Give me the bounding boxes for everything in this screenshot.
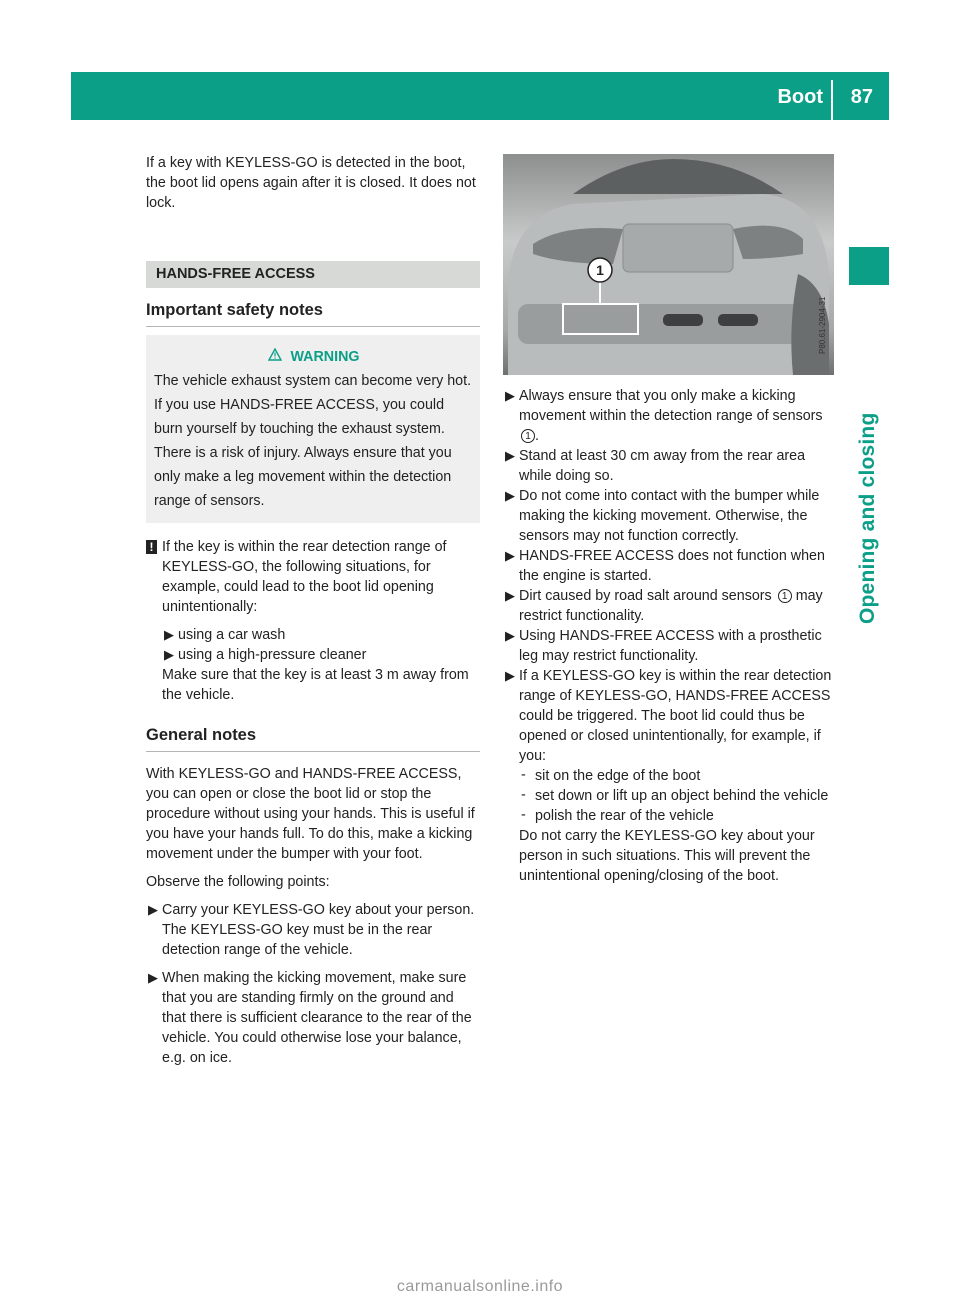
right-list bbox=[503, 386, 834, 886]
callout-ref-icon: 1 bbox=[778, 589, 792, 603]
bullet-icon: ▶ bbox=[164, 647, 174, 662]
bullet-icon: ▶ bbox=[505, 588, 515, 603]
warning-header bbox=[154, 345, 474, 369]
bullet-icon: ▶ bbox=[148, 902, 158, 917]
list-item: ▶ Stand at least 30 cm away from the rear area while doing so. bbox=[505, 448, 806, 484]
list-item: ▶ using a car wash bbox=[164, 627, 286, 643]
dash-list bbox=[519, 766, 834, 826]
bullet-icon: ▶ bbox=[505, 488, 515, 503]
warning-label: WARNING bbox=[290, 349, 360, 365]
note-text: If the key is within the rear detection range of KEYLESS-GO, the following situations, for example, could lead to the boot lid opening unintentionally: bbox=[162, 539, 447, 615]
car-rear-illustration bbox=[503, 154, 834, 375]
note-after: Make sure that the key is at least 3 m away from the vehicle. bbox=[162, 667, 469, 703]
warning-box bbox=[146, 335, 480, 523]
list-item: ▶ When making the kicking movement, make sure that you are standing firmly on the ground and that there is sufficient clearance to the rear of the vehicle. You could otherwise lose your balance, e.g. on ice. bbox=[148, 970, 472, 1066]
bullet-icon: ▶ bbox=[505, 628, 515, 643]
bullet-icon: ▶ bbox=[148, 970, 158, 985]
figure-code: P80.61-2904-31 bbox=[818, 296, 827, 354]
note-block bbox=[146, 537, 480, 705]
bullet-icon: ▶ bbox=[505, 548, 515, 563]
list-item: ▶ If a KEYLESS-GO key is within the rear detection range of KEYLESS-GO, HANDS-FREE ACCESS could be triggered. The boot lid could thus be opened or closed unintentionally, for example, if you: - sit on the edge of the boot - set down or lift up an object behind the vehicle - polish the rear of the vehicle Do not carry the KEYLESS-GO key about your person in such situations. This will prevent the unintentional opening/closing of the boot. bbox=[503, 666, 834, 886]
car-rear-drawing bbox=[503, 154, 834, 375]
side-tab-label: Opening and closing bbox=[856, 412, 879, 624]
warning-triangle-icon bbox=[268, 345, 282, 369]
exclamation-icon: ! bbox=[146, 540, 157, 554]
general-paragraph: With KEYLESS-GO and HANDS-FREE ACCESS, you can open or close the boot lid or stop the procedure without using your hands. This is useful if you have your hands full. To do this, make a kicking movement under the bumper with your foot. bbox=[146, 766, 475, 862]
list-item: - polish the rear of the vehicle bbox=[521, 807, 714, 824]
warning-text: The vehicle exhaust system can become very hot. If you use HANDS-FREE ACCESS, you could burn yourself by touching the exhaust system. There is a risk of injury. Always ensure that you only make a leg movement within the detection range of sensors. bbox=[154, 373, 472, 509]
list-item: ▶ Carry your KEYLESS-GO key about your person. The KEYLESS-GO key must be in the rear detection range of the vehicle. bbox=[148, 902, 475, 958]
dash-icon: - bbox=[521, 807, 526, 823]
bullet-icon: ▶ bbox=[505, 668, 515, 683]
list-item: ▶ Dirt caused by road salt around sensors 1 may restrict functionality. bbox=[505, 588, 823, 624]
subheading-general: General notes bbox=[146, 725, 480, 752]
bullet-icon: ▶ bbox=[505, 388, 515, 403]
intro-paragraph: If a key with KEYLESS-GO is detected in the boot, the boot lid opens again after it is closed. It does not lock. bbox=[146, 155, 476, 211]
watermark: carmanualsonline.info bbox=[396, 1278, 564, 1295]
right-column bbox=[503, 386, 834, 886]
list-item: ▶ HANDS-FREE ACCESS does not function when the engine is started. bbox=[505, 548, 825, 584]
header-divider bbox=[831, 80, 833, 120]
dash-icon: - bbox=[521, 767, 526, 783]
list-item: ▶ Using HANDS-FREE ACCESS with a prosthetic leg may restrict functionality. bbox=[505, 628, 822, 664]
side-tab-marker bbox=[849, 247, 889, 285]
header-title: Boot bbox=[777, 86, 823, 108]
list-item: - sit on the edge of the boot bbox=[521, 767, 701, 784]
section-title: HANDS-FREE ACCESS bbox=[146, 261, 480, 288]
list-item: - set down or lift up an object behind the vehicle bbox=[521, 787, 829, 804]
bullet-icon: ▶ bbox=[505, 448, 515, 463]
list-item: ▶ Always ensure that you only make a kicking movement within the detection range of sensors 1 . bbox=[505, 388, 823, 444]
left-column bbox=[146, 153, 480, 1068]
closing-paragraph: Do not carry the KEYLESS-GO key about your person in such situations. This will prevent the unintentional opening/closing of the boot. bbox=[519, 828, 815, 884]
note-list bbox=[162, 625, 480, 665]
callout-number: 1 bbox=[596, 262, 604, 278]
page-number: 87 bbox=[850, 86, 873, 108]
subheading-safety: Important safety notes bbox=[146, 300, 480, 327]
list-item: ▶ Do not come into contact with the bumper while making the kicking movement. Otherwise, the sensors may not function correctly. bbox=[505, 488, 820, 544]
dash-icon: - bbox=[521, 787, 526, 803]
header-bar bbox=[71, 72, 889, 120]
list-item: ▶ using a high-pressure cleaner bbox=[164, 647, 367, 663]
bullet-icon: ▶ bbox=[164, 627, 174, 642]
callout-ref-icon: 1 bbox=[521, 429, 535, 443]
observe-text: Observe the following points: bbox=[146, 874, 330, 890]
points-list bbox=[146, 900, 480, 1068]
